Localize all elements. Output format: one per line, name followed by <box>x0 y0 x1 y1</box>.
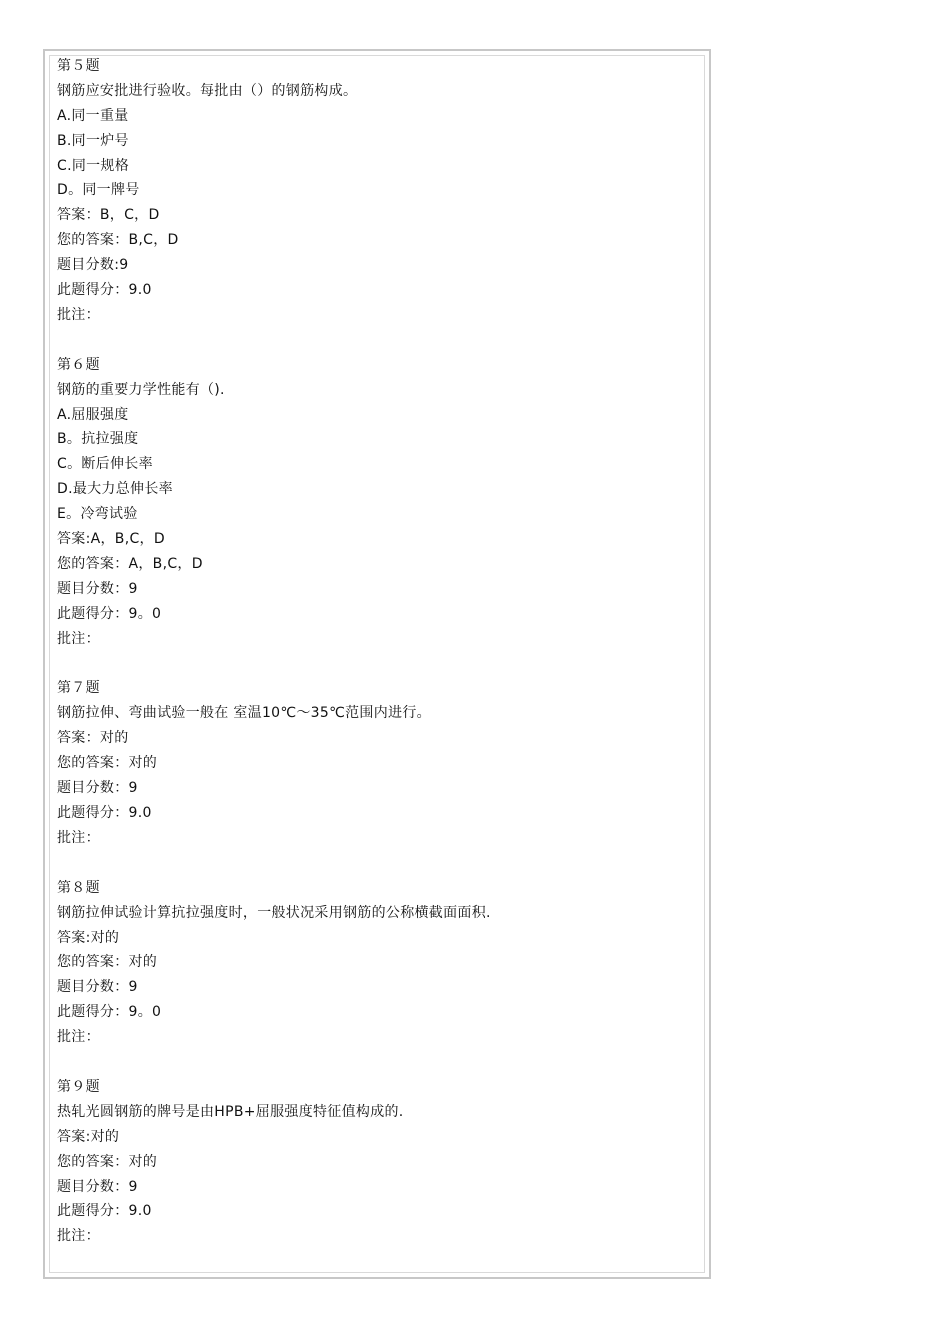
correct-answer: 答案：B，C，D <box>57 207 160 224</box>
question-stem: 热轧光圆钢筋的牌号是由HPB+屈服强度特征值构成的. <box>57 1103 404 1120</box>
option-e: E。冷弯试验 <box>57 506 138 523</box>
your-answer: 您的答案：A，B,C，D <box>57 555 203 572</box>
question-6 <box>57 353 697 652</box>
question-8 <box>57 876 697 1050</box>
question-score: 题目分数：9 <box>57 1178 138 1195</box>
correct-answer: 答案:对的 <box>57 1128 120 1145</box>
question-stem: 钢筋的重要力学性能有（). <box>57 381 225 398</box>
option-b: B。抗拉强度 <box>57 431 139 448</box>
question-number: 第６题 <box>57 356 100 373</box>
question-score: 题目分数:9 <box>57 257 129 274</box>
option-c: C.同一规格 <box>57 157 130 174</box>
earned-score: 此题得分：9。0 <box>57 605 162 622</box>
question-number: 第５题 <box>57 58 100 74</box>
your-answer: 您的答案：对的 <box>57 755 158 772</box>
question-score: 题目分数：9 <box>57 780 138 797</box>
comment-label: 批注： <box>57 1228 100 1245</box>
question-list <box>57 54 697 1249</box>
option-b: B.同一炉号 <box>57 132 129 149</box>
question-number: 第８题 <box>57 879 100 896</box>
comment-label: 批注： <box>57 306 100 323</box>
your-answer: 您的答案：对的 <box>57 1153 158 1170</box>
correct-answer: 答案:A，B,C，D <box>57 531 165 548</box>
option-a: A.屈服强度 <box>57 406 129 423</box>
option-d: D.最大力总伸长率 <box>57 481 173 498</box>
question-7 <box>57 676 697 850</box>
question-score: 题目分数：9 <box>57 979 138 996</box>
question-number: 第９题 <box>57 1078 100 1095</box>
your-answer: 您的答案：对的 <box>57 954 158 971</box>
question-score: 题目分数：9 <box>57 580 138 597</box>
option-d: D。同一牌号 <box>57 182 140 199</box>
comment-label: 批注： <box>57 630 100 647</box>
comment-label: 批注： <box>57 1029 100 1046</box>
earned-score: 此题得分：9.0 <box>57 1203 152 1220</box>
question-stem: 钢筋拉伸试验计算抗拉强度时，一般状况采用钢筋的公称横截面面积. <box>57 904 491 921</box>
your-answer: 您的答案：B,C，D <box>57 232 179 249</box>
option-c: C。断后伸长率 <box>57 456 153 473</box>
earned-score: 此题得分：9.0 <box>57 282 152 299</box>
correct-answer: 答案：对的 <box>57 730 129 747</box>
option-a: A.同一重量 <box>57 107 129 124</box>
earned-score: 此题得分：9.0 <box>57 804 152 821</box>
question-9 <box>57 1075 697 1249</box>
comment-label: 批注： <box>57 829 100 846</box>
question-5 <box>57 54 697 328</box>
correct-answer: 答案:对的 <box>57 929 120 946</box>
question-stem: 钢筋拉伸、弯曲试验一般在 室温10℃～35℃范围内进行。 <box>57 705 431 722</box>
question-stem: 钢筋应安批进行验收。每批由（）的钢筋构成。 <box>57 82 358 99</box>
earned-score: 此题得分：9。0 <box>57 1004 162 1021</box>
question-number: 第７题 <box>57 680 100 697</box>
